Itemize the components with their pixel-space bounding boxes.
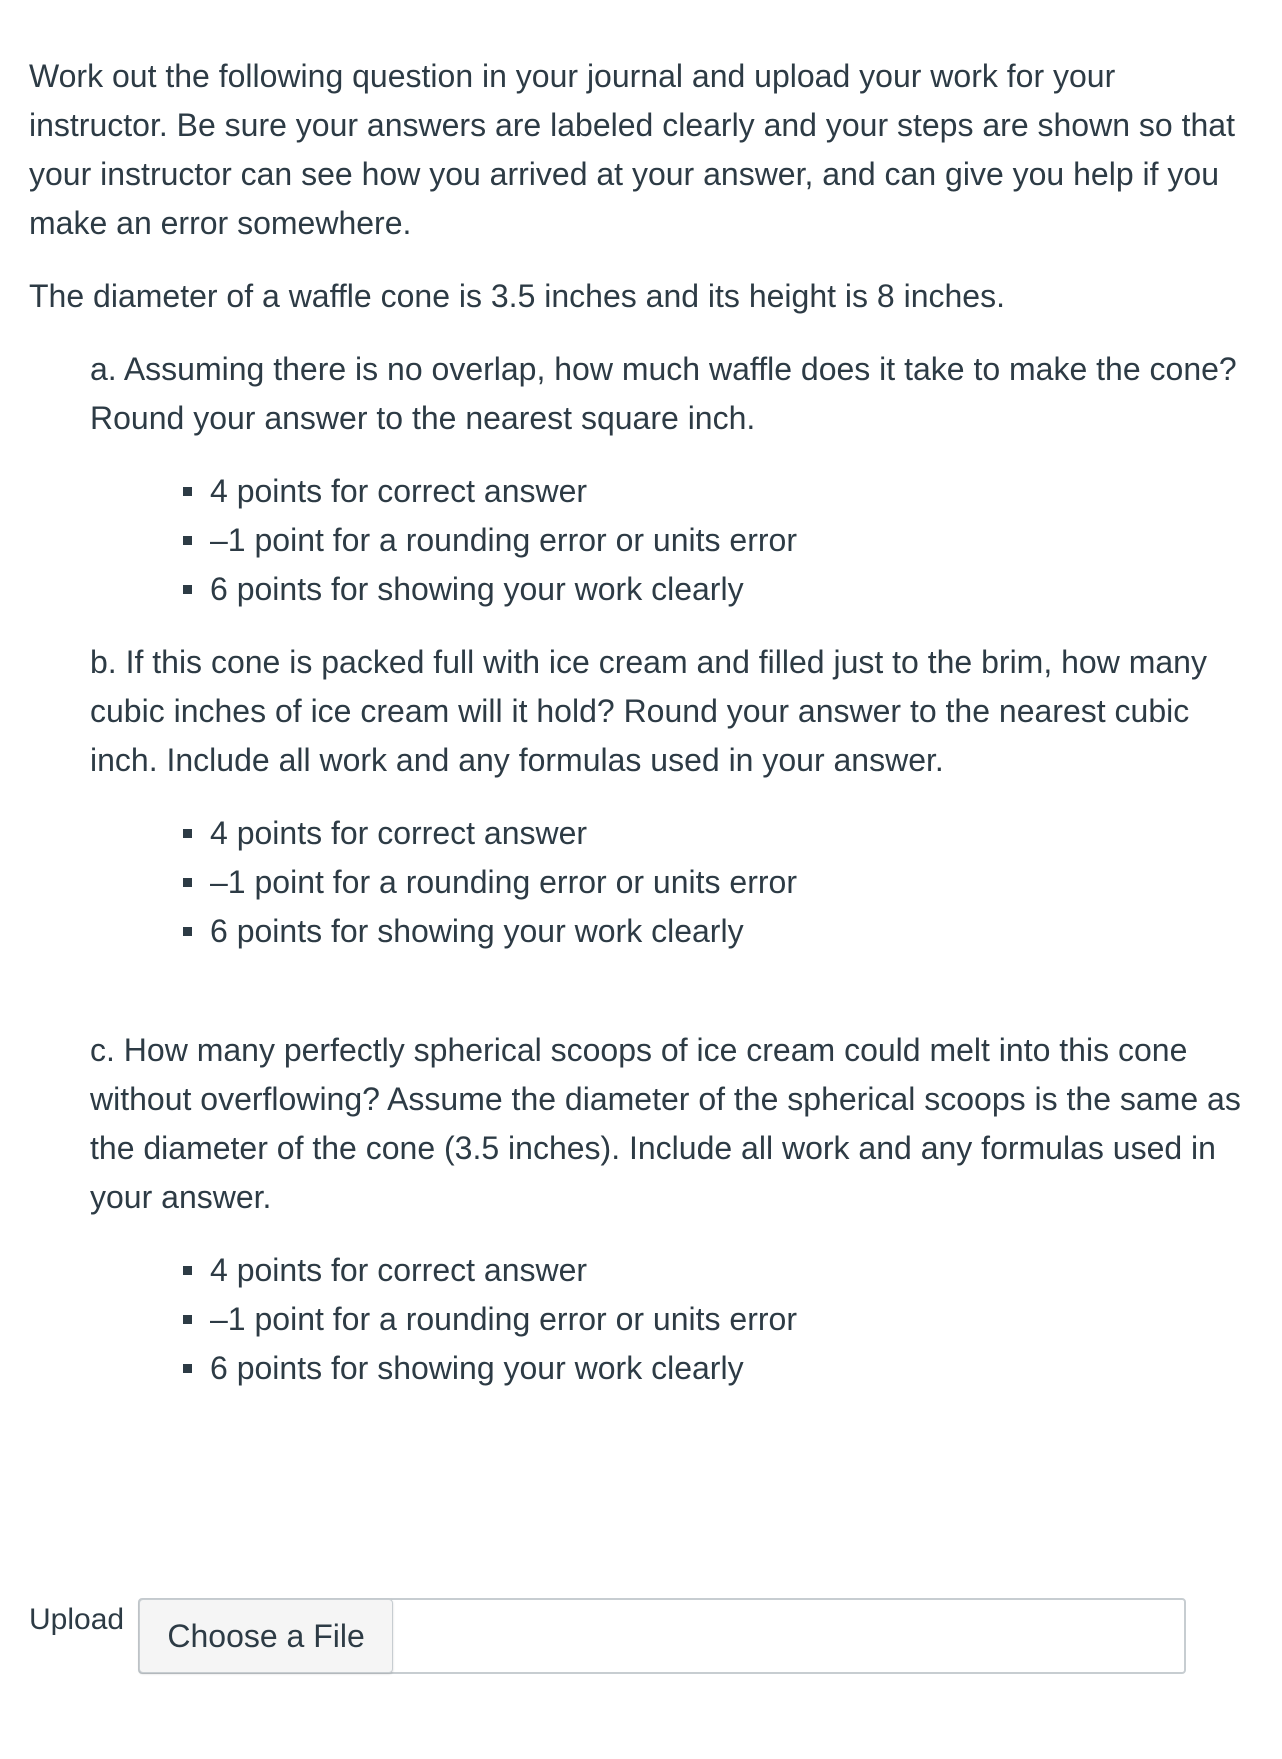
rubric-item: 6 points for showing your work clearly	[183, 907, 1259, 956]
problem-statement: The diameter of a waffle cone is 3.5 inches and its height is 8 inches.	[29, 278, 1005, 314]
instructions-text: Work out the following question in your journal and upload your work for your instructor. Be sure your answers are labeled clearly and your steps are shown so that your instructor can see how you arrived at your answer, and can give you help if you make an error somewhere.	[29, 58, 1235, 241]
part-c-question: c. How many perfectly spherical scoops of ice cream could melt into this cone without overflowing? Assume the diameter of the spherical scoops is the same as the diameter of the cone (3.5 inches). Include all work and any formulas used in your answer.	[90, 1032, 1241, 1215]
part-a	[90, 345, 1259, 614]
assignment-content	[29, 52, 1259, 1393]
part-c-rubric	[90, 1246, 1259, 1393]
rubric-item: 6 points for showing your work clearly	[183, 1344, 1259, 1393]
part-b-question: b. If this cone is packed full with ice cream and filled just to the brim, how many cubic inches of ice cream will it hold? Round your answer to the nearest cubic inch. Include all work and any formulas used in your answer.	[90, 644, 1207, 778]
upload-row	[29, 1598, 1186, 1674]
part-c	[90, 1026, 1259, 1393]
file-upload-field[interactable]	[138, 1598, 1186, 1674]
choose-file-button[interactable]: Choose a File	[139, 1599, 393, 1673]
part-b-rubric	[90, 809, 1259, 956]
selected-file-name	[393, 1600, 1184, 1672]
part-a-question: a. Assuming there is no overlap, how much waffle does it take to make the cone? Round your answer to the nearest square inch.	[90, 351, 1237, 436]
rubric-item: –1 point for a rounding error or units error	[183, 1295, 1259, 1344]
rubric-item: 4 points for correct answer	[183, 467, 1259, 516]
upload-label: Upload	[29, 1603, 125, 1636]
rubric-item: 4 points for correct answer	[183, 809, 1259, 858]
rubric-item: –1 point for a rounding error or units error	[183, 516, 1259, 565]
rubric-item: 6 points for showing your work clearly	[183, 565, 1259, 614]
rubric-item: 4 points for correct answer	[183, 1246, 1259, 1295]
rubric-item: –1 point for a rounding error or units error	[183, 858, 1259, 907]
part-a-rubric	[90, 467, 1259, 614]
part-b	[90, 638, 1259, 956]
